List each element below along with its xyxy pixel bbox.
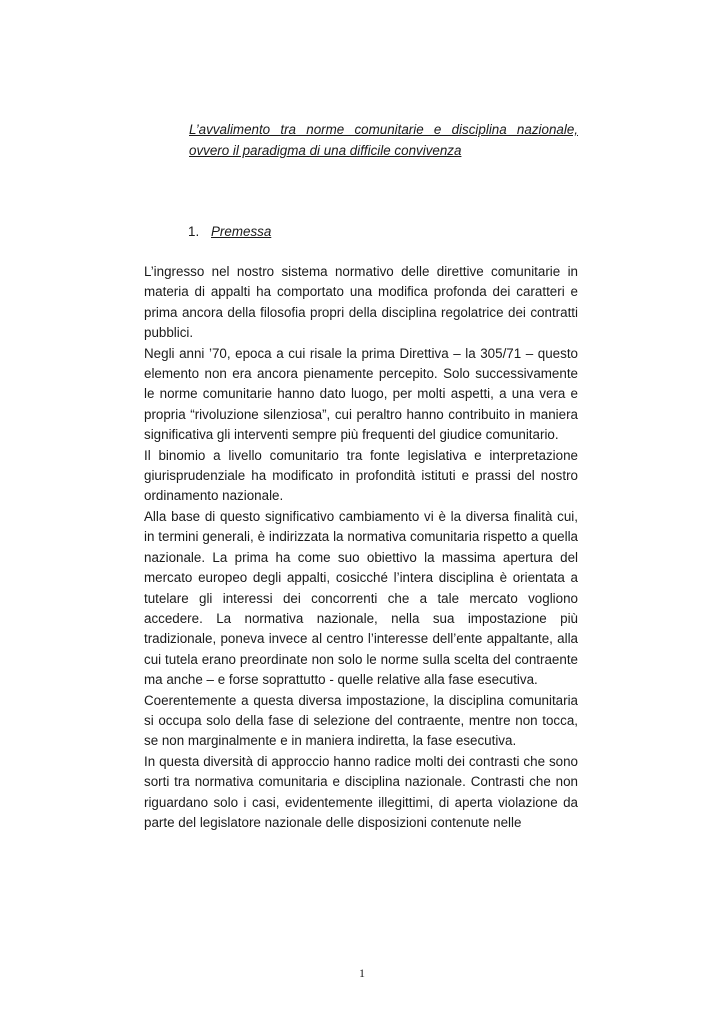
- section-number: 1.: [188, 224, 200, 239]
- page-number: 1: [359, 966, 365, 980]
- section-heading: [188, 222, 271, 242]
- paragraph-2: Negli anni ’70, epoca a cui risale la prima Direttiva – la 305/71 – questo elemento non era ancora pienamente percepito. Solo successivamente le norme comunitarie hanno dato luogo, per molti aspetti, a una vera e propria “rivoluzione silenziosa”, cui peraltro hanno contribuito in maniera significativa gli interventi sempre più frequenti del giudice comunitario.: [144, 345, 578, 443]
- document-title: L’avvalimento tra norme comunitarie e disciplina nazionale, ovvero il paradigma di una difficile convivenza: [189, 122, 578, 158]
- paragraph-1: L’ingresso nel nostro sistema normativo delle direttive comunitarie in materia di appalti ha comportato una modifica profonda dei caratteri e prima ancora della filosofia propri della disciplina regolatrice dei contratti pubblici.: [144, 264, 578, 341]
- paragraph-4: Alla base di questo significativo cambiamento vi è la diversa finalità cui, in termini generali, è indirizzata la normativa comunitaria rispetto a quella nazionale. La prima ha come suo obiettivo la massima apertura del mercato europeo degli appalti, cosicché l’intera disciplina è orientata a tutelare gli interessi dei concorrenti che a tale mercato vogliono accedere. La normativa nazionale, nella sua impostazione più tradizionale, poneva invece al centro l’interesse dell’ente appaltante, alla cui tutela erano preordinate non solo le norme sulla scelta del contraente ma anche – e forse soprattutto - quelle relative alla fase esecutiva.: [144, 508, 578, 688]
- body-text: [144, 262, 578, 833]
- paragraph-6: In questa diversità di approccio hanno radice molti dei contrasti che sono sorti tra normativa comunitaria e disciplina nazionale. Contrasti che non riguardano solo i casi, evidentemente illegittimi, di aperta violazione da parte del legislatore nazionale delle disposizioni contenute nelle: [144, 753, 578, 830]
- paragraph-3: Il binomio a livello comunitario tra fonte legislativa e interpretazione giurisprudenziale ha modificato in profondità istituti e prassi del nostro ordinamento nazionale.: [144, 447, 578, 504]
- paragraph-5: Coerentemente a questa diversa impostazione, la disciplina comunitaria si occupa solo della fase di selezione del contraente, mentre non tocca, se non marginalmente e in maniera indiretta, la fase esecutiva.: [144, 692, 578, 749]
- section-title: Premessa: [211, 224, 272, 239]
